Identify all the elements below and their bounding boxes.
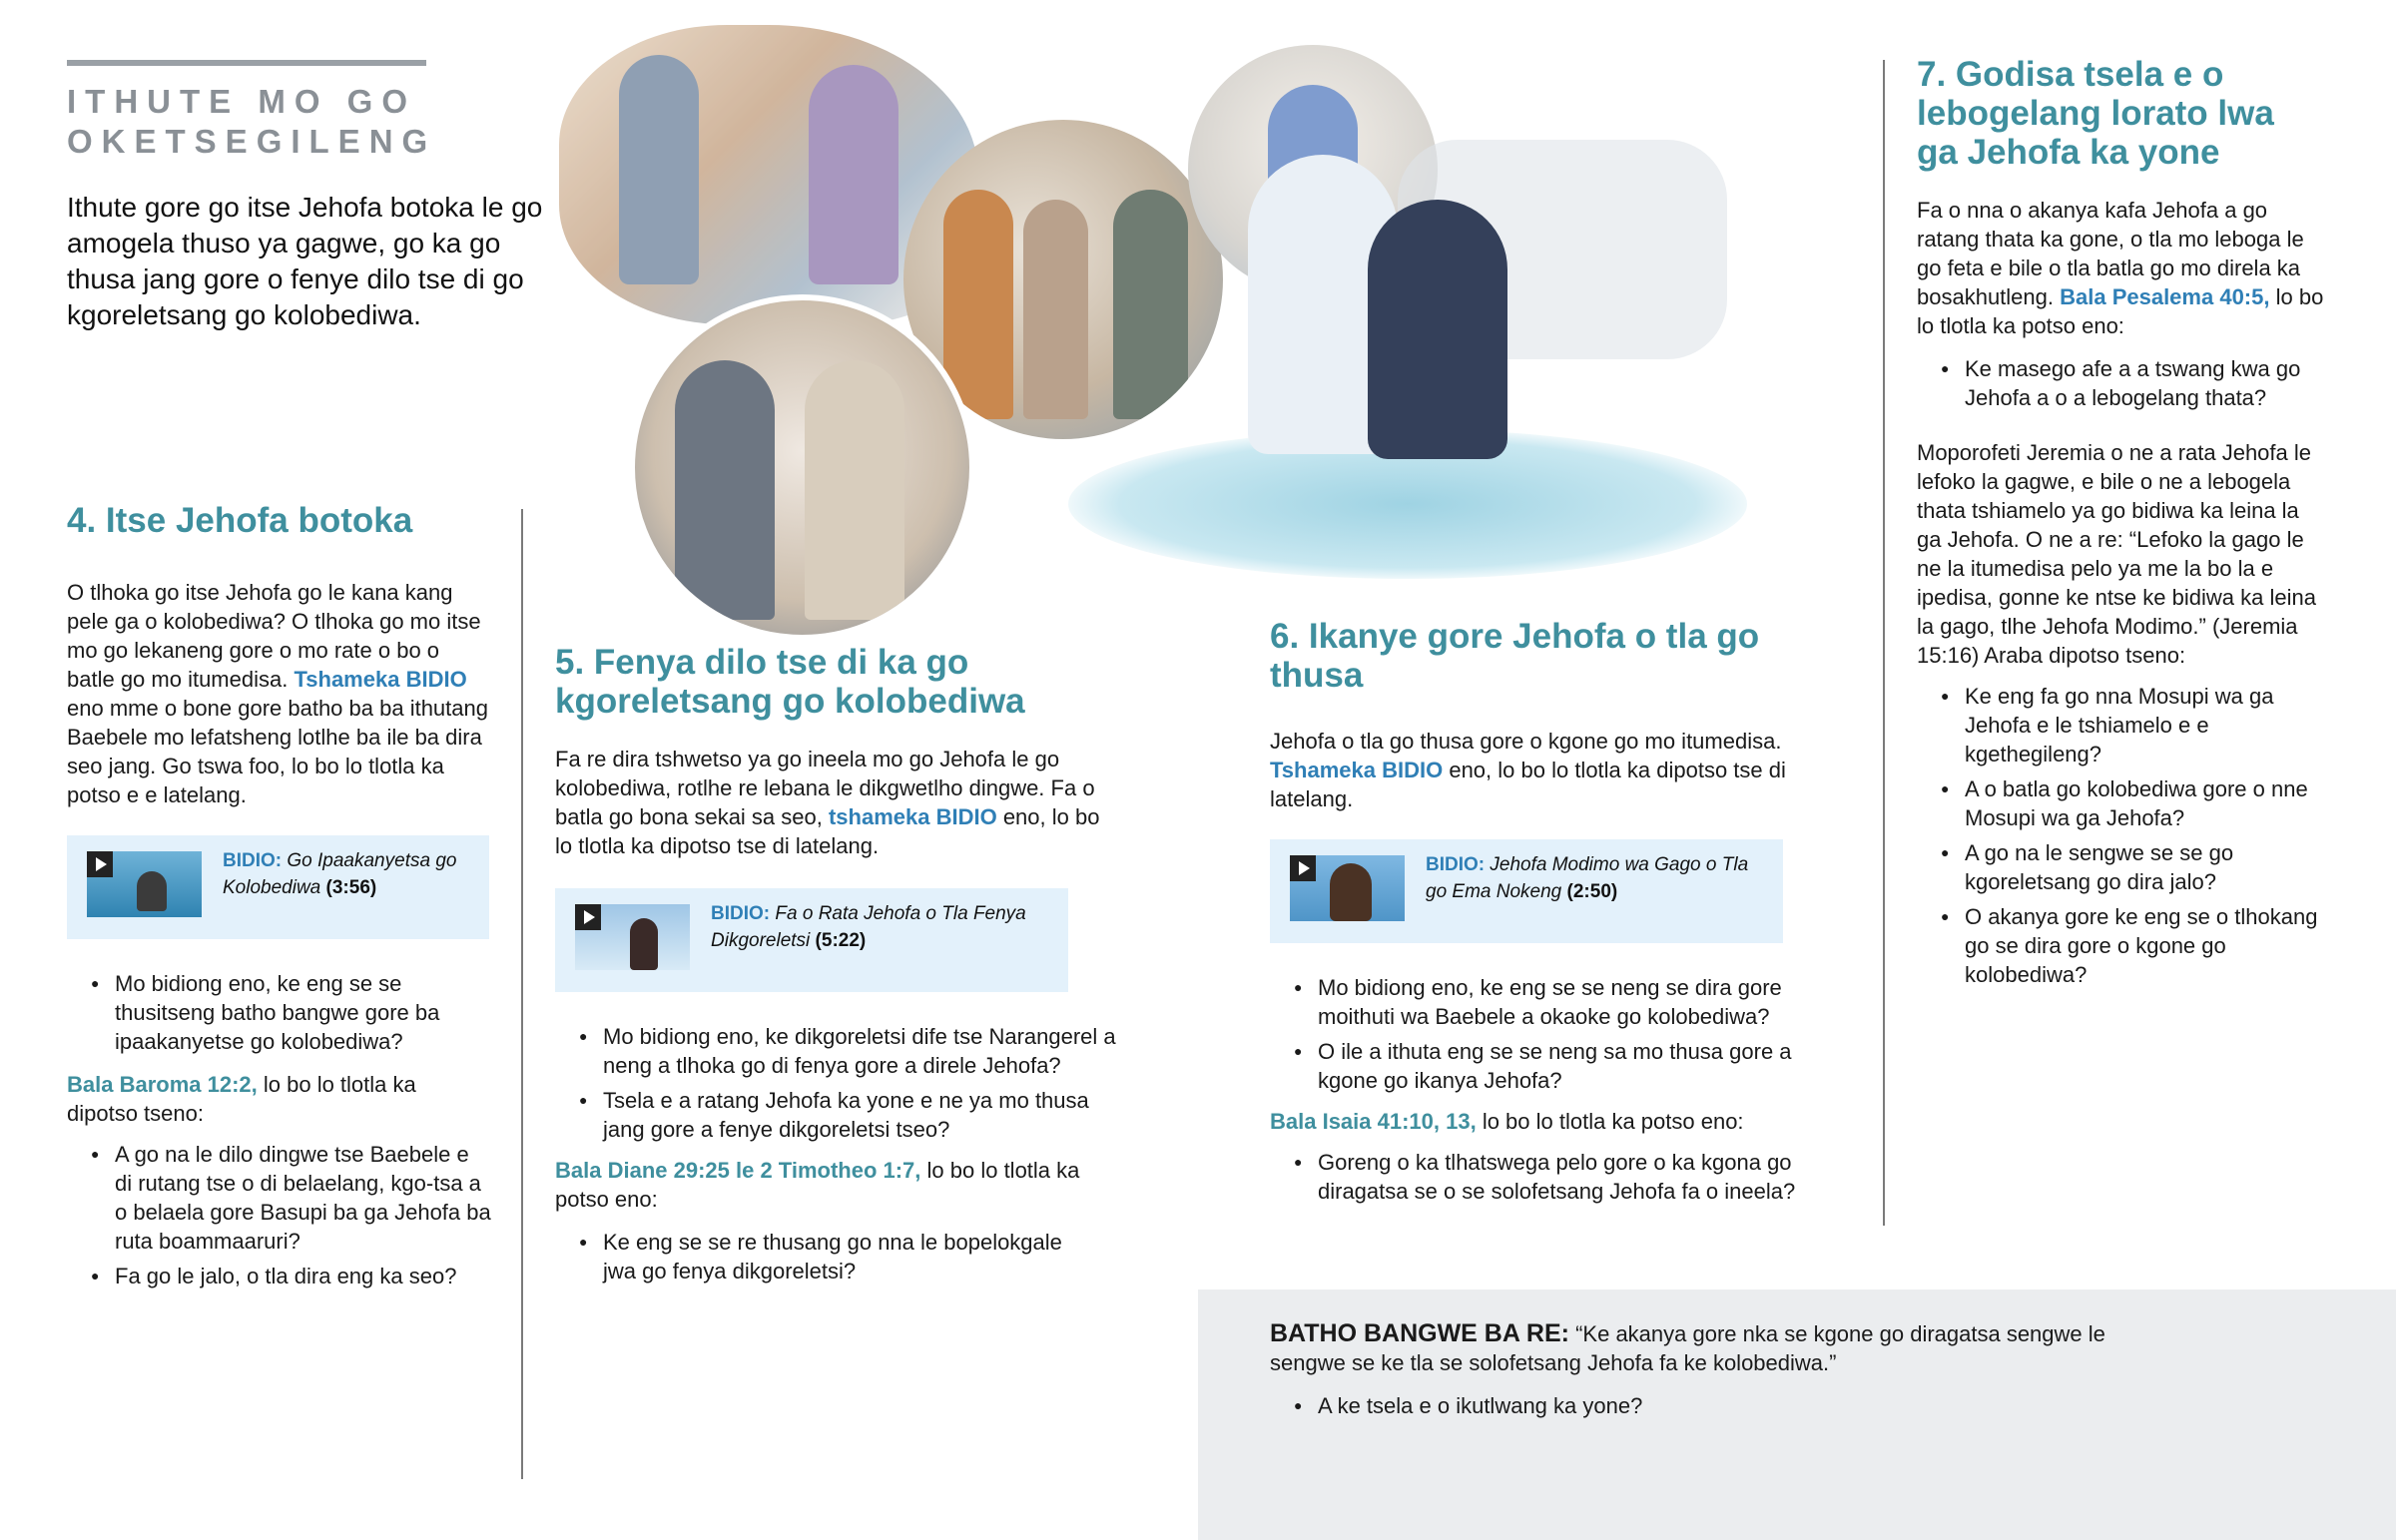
video-thumbnail[interactable] <box>575 904 690 970</box>
quote-lead: BATHO BANGWE BA RE: <box>1270 1319 1569 1347</box>
section-5 <box>555 643 1124 1291</box>
section-6-paragraph: Jehofa o tla go thusa gore o kgone go mo itumedisa. Tshameka BIDIO eno, lo bo lo tlotla ka dipotso tse di latelang. <box>1270 729 1786 811</box>
section-6-title: 6. Ikanye gore Jehofa o tla go thusa <box>1270 617 1760 695</box>
list-item: ● A go na le dilo dingwe tse Baebele e di rutang tse o di belaelang, kgo-tsa a o belaela gore Basupi ba ga Jehofa ba ruta boammaaruri? <box>67 1140 491 1256</box>
list-item: ● A ke tsela e o ikutlwang ka yone? <box>1270 1391 2128 1420</box>
list-item: ● Tsela e a ratang Jehofa ka yone e ne ya mo thusa jang gore a fenye dikgoreletsi tseo? <box>555 1086 1124 1144</box>
reading-instruction: Bala Diane 29:25 le 2 Timotheo 1:7, lo bo lo tlotla ka potso eno: <box>555 1158 1080 1212</box>
section-4-title: 4. Itse Jehofa botoka <box>67 501 413 540</box>
list-item: ● O akanya gore ke eng se o tlhokang go se dira gore o kgone go kolobediwa? <box>1917 902 2326 989</box>
list-item: ● A o batla go kolobediwa gore o nne Mosupi wa ga Jehofa? <box>1917 774 2326 832</box>
quote-box <box>1198 1289 2396 1540</box>
scripture-reference[interactable]: Bala Isaia 41:10, 13, <box>1270 1109 1477 1134</box>
list-item: ● Ke masego afe a a tswang kwa go Jehofa a o a lebogelang thata? <box>1917 354 2326 412</box>
video-caption: BIDIO: Go Ipaakanyetsa go Kolobediwa (3:56) <box>223 850 457 898</box>
scripture-reference[interactable]: Bala Diane 29:25 le 2 Timotheo 1:7, <box>555 1158 921 1183</box>
question-list <box>1917 354 2326 412</box>
list-item: ● Goreng o ka tlhatswega pelo gore o ka kgona go diragatsa se o se solofetsang Jehofa fa o ineela? <box>1270 1148 1829 1206</box>
list-item: ● Ke eng se se re thusang go nna le bopelokgale jwa go fenya dikgoreletsi? <box>555 1228 1074 1285</box>
video-thumbnail[interactable] <box>87 851 202 917</box>
play-icon[interactable] <box>575 904 601 930</box>
list-item: ● Fa go le jalo, o tla dira eng ka seo? <box>67 1262 491 1290</box>
section-7-paragraph-2: Moporofeti Jeremia o ne a rata Jehofa le lefoko la gagwe, e bile o ne a lebogela thata tshiamelo ya go bidiwa ka leina la ga Jehofa. O ne a re: “Lefoko la gago le ne la itumedisa pelo ya me la bo la e ipedisa, gonne ke ntse ke bidiwa ka leina la gago, tlhe Jehofa Modimo.” (Jeremia 15:16) Araba dipotso tseno: <box>1917 440 2316 668</box>
question-list <box>67 1140 491 1290</box>
video-card[interactable] <box>555 888 1068 992</box>
list-item: ● Ke eng fa go nna Mosupi wa ga Jehofa e le tshiamelo e e kgethegileng? <box>1917 682 2326 769</box>
question-list <box>1270 1148 1829 1206</box>
section-4 <box>67 501 491 1296</box>
play-video-link[interactable]: Tshameka BIDIO <box>294 667 467 692</box>
list-item: ● Mo bidiong eno, ke eng se se thusitseng batho bangwe gore ba ipaakanyetse go kolobediwa? <box>67 969 491 1056</box>
section-7 <box>1917 55 2336 995</box>
section-label: ITHUTE MO GO OKETSEGILENG <box>67 83 437 160</box>
list-item: ● Mo bidiong eno, ke dikgoreletsi dife tse Narangerel a neng a tlhoka go di fenya gore a direle Jehofa? <box>555 1022 1124 1080</box>
divider-right <box>1883 60 1885 1226</box>
play-video-link[interactable]: Tshameka BIDIO <box>1270 758 1444 782</box>
section-7-title: 7. Godisa tsela e o lebogelang lorato lwa ga Jehofa ka yone <box>1917 55 2274 172</box>
scripture-reference[interactable]: Bala Baroma 12:2, <box>67 1072 258 1097</box>
video-card[interactable] <box>67 835 489 939</box>
photo-baptism <box>1068 140 1767 599</box>
section-5-title: 5. Fenya dilo tse di ka go kgoreletsang go kolobediwa <box>555 643 1025 721</box>
reading-instruction: Bala Isaia 41:10, 13, lo bo lo tlotla ka potso eno: <box>1270 1109 1744 1134</box>
question-list <box>1917 682 2326 989</box>
video-caption: BIDIO: Jehofa Modimo wa Gago o Tla go Ema Nokeng (2:50) <box>1426 854 1749 902</box>
question-list <box>555 1228 1074 1285</box>
play-icon[interactable] <box>1290 855 1316 881</box>
play-video-link[interactable]: tshameka BIDIO <box>828 804 997 829</box>
section-6 <box>1270 617 1849 1212</box>
question-list <box>1270 973 1829 1095</box>
quote-text: BATHO BANGWE BA RE: “Ke akanya gore nka se kgone go diragatsa sengwe le sengwe se ke tla se solofetsang Jehofa fa ke kolobediwa.” <box>1270 1319 2105 1375</box>
illustration-collage <box>539 20 1797 619</box>
intro-text: Ithute gore go itse Jehofa botoka le go amogela thuso ya gagwe, go ka go thusa jang gore o fenye dilo tse di go kgoreletsang go kolobediwa. <box>67 192 543 330</box>
reading-instruction: Bala Baroma 12:2, lo bo lo tlotla ka dipotso tseno: <box>67 1072 416 1126</box>
video-thumbnail[interactable] <box>1290 855 1405 921</box>
question-list <box>1270 1391 2128 1426</box>
divider-left <box>521 509 523 1479</box>
section-7-paragraph: Fa o nna o akanya kafa Jehofa a go ratang thata ka gone, o tla mo leboga le go feta e bile o tla batla go mo direla ka bosakhutleng. Bala Pesalema 40:5, lo bo lo tlotla ka potso eno: <box>1917 198 2324 338</box>
section-5-paragraph: Fa re dira tshwetso ya go ineela mo go Jehofa le go kolobediwa, rotlhe re lebana le dikgwetlho dingwe. Fa o batla go bona sekai sa seo, tshameka BIDIO eno, lo bo lo tlotla ka dipotso tse di latelang. <box>555 747 1100 858</box>
question-list <box>67 969 491 1056</box>
photo-coworkers <box>629 294 975 641</box>
header-rule <box>67 60 426 66</box>
video-caption: BIDIO: Fa o Rata Jehofa o Tla Fenya Dikgoreletsi (5:22) <box>711 903 1026 951</box>
play-icon[interactable] <box>87 851 113 877</box>
list-item: ● Mo bidiong eno, ke eng se se neng se dira gore moithuti wa Baebele a okaoke go kolobediwa? <box>1270 973 1829 1031</box>
section-4-paragraph: O tlhoka go itse Jehofa go le kana kang pele ga o kolobediwa? O tlhoka go mo itse mo go lekaneng gore o mo rate o bo o batle go mo itumedisa. Tshameka BIDIO eno mme o bone gore batho ba ba ithutang Baebele mo lefatsheng lotlhe ba ile ba dira seo jang. Go tswa foo, lo bo lo tlotla ka potso e e latelang. <box>67 580 488 807</box>
list-item: ● O ile a ithuta eng se se neng sa mo thusa gore a kgone go ikanya Jehofa? <box>1270 1037 1829 1095</box>
scripture-reference[interactable]: Bala Pesalema 40:5, <box>2060 284 2270 309</box>
list-item: ● A go na le sengwe se se go kgoreletsang go dira jalo? <box>1917 838 2326 896</box>
video-card[interactable] <box>1270 839 1783 943</box>
question-list <box>555 1022 1124 1144</box>
